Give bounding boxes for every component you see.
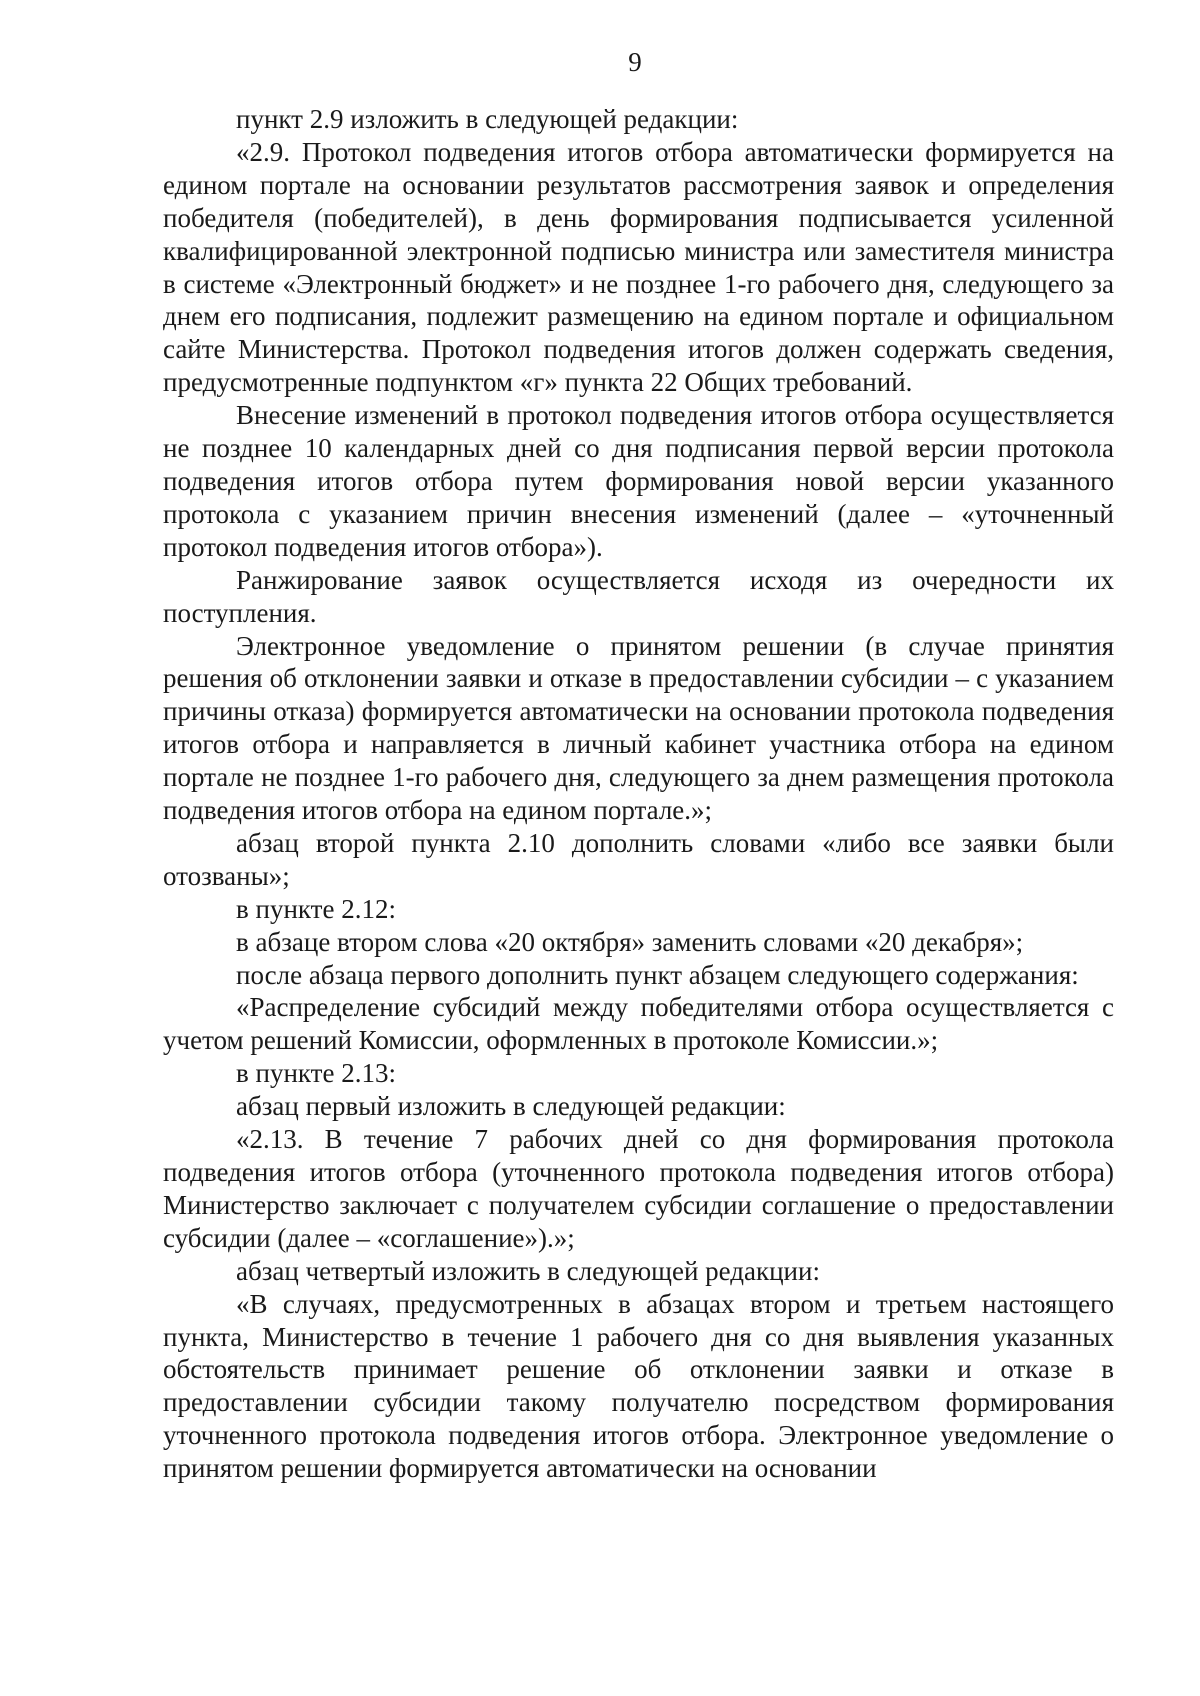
paragraph-14: абзац четвертый изложить в следующей редакции: bbox=[236, 1255, 820, 1286]
paragraph-13: «2.13. В течение 7 рабочих дней со дня формирования протокола подведения итогов отбора (уточненного протокола подведения итогов отбора) Министерство заключает с получателем субсидии соглашение о предоставлении субсидии (далее – «соглашение»).»; bbox=[163, 1124, 1114, 1253]
paragraph-9: после абзаца первого дополнить пункт абзацем следующего содержания: bbox=[236, 959, 1079, 990]
paragraph-4: Ранжирование заявок осуществляется исходя из очередности их поступления. bbox=[163, 564, 1114, 628]
paragraph-2: «2.9. Протокол подведения итогов отбора автоматически формируется на едином портале на основании результатов рассмотрения заявок и определения победителя (победителей), в день формирования подписывается усиленной квалифицированной электронной подписью министра или заместителя министра в системе «Электронный бюджет» и не позднее 1-го рабочего дня, следующего за днем его подписания, подлежит размещению на едином портале и официальном сайте Министерства. Протокол подведения итогов должен содержать сведения, предусмотренные подпунктом «г» пункта 22 Общих требований. bbox=[163, 136, 1114, 398]
page-number: 9 bbox=[628, 47, 642, 77]
paragraph-12: абзац первый изложить в следующей редакции: bbox=[236, 1091, 786, 1122]
paragraph-7: в пункте 2.12: bbox=[236, 893, 396, 924]
paragraph-10: «Распределение субсидий между победителями отбора осуществляется с учетом решений Комиссии, оформленных в протоколе Комиссии.»; bbox=[163, 992, 1114, 1056]
paragraph-11: в пункте 2.13: bbox=[236, 1058, 396, 1089]
paragraph-6: абзац второй пункта 2.10 дополнить словами «либо все заявки были отозваны»; bbox=[163, 827, 1114, 891]
paragraph-1: пункт 2.9 изложить в следующей редакции: bbox=[236, 104, 739, 134]
document-body bbox=[163, 103, 1114, 1485]
paragraph-5: Электронное уведомление о принятом решении (в случае принятия решения об отклонении заявки и отказе в предоставлении субсидии – с указанием причины отказа) формируется автоматически на основании протокола подведения итогов отбора и направляется в личный кабинет участника отбора на едином портале не позднее 1-го рабочего дня, следующего за днем размещения протокола подведения итогов отбора на едином портале.»; bbox=[163, 630, 1114, 826]
paragraph-15: «В случаях, предусмотренных в абзацах втором и третьем настоящего пункта, Министерство в течение 1 рабочего дня со дня выявления указанных обстоятельств принимает решение об отклонении заявки и отказе в предоставлении субсидии такому получателю посредством формирования уточненного протокола подведения итогов отбора. Электронное уведомление о принятом решении формируется автоматически на основании bbox=[163, 1288, 1114, 1484]
paragraph-8: в абзаце втором слова «20 октября» заменить словами «20 декабря»; bbox=[236, 926, 1024, 957]
paragraph-3: Внесение изменений в протокол подведения итогов отбора осуществляется не позднее 10 календарных дней со дня подписания первой версии протокола подведения итогов отбора путем формирования новой версии указанного протокола с указанием причин внесения изменений (далее – «уточненный протокол подведения итогов отбора»). bbox=[163, 400, 1114, 562]
